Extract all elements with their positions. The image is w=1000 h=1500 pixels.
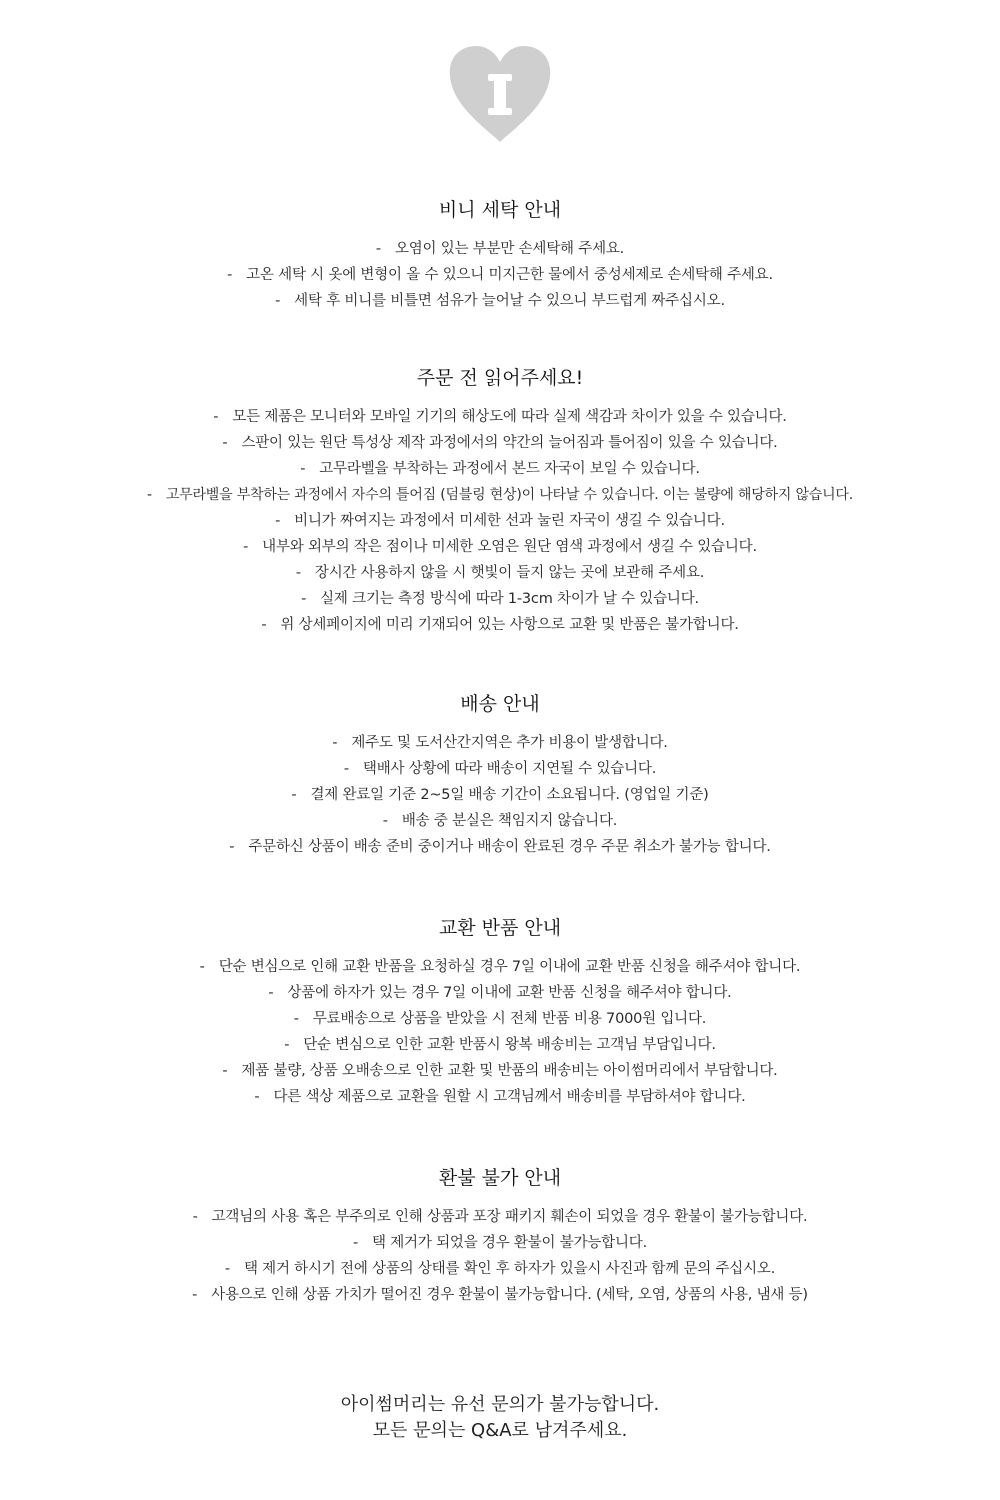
list-item: - 고무라벨을 부착하는 과정에서 본드 자국이 보일 수 있습니다. <box>300 461 700 477</box>
list-item: - 실제 크기는 측정 방식에 따라 1-3cm 차이가 날 수 있습니다. <box>301 591 699 607</box>
list-item: - 오염이 있는 부분만 손세탁해 주세요. <box>375 241 625 257</box>
section-title: 환불 불가 안내 <box>438 1167 562 1189</box>
section-shipping <box>0 692 1000 860</box>
list-item: - 위 상세페이지에 미리 기재되어 있는 사항으로 교환 및 반품은 불가합니다. <box>261 617 739 633</box>
section-title: 주문 전 읽어주세요! <box>416 367 584 389</box>
list-item: - 세탁 후 비니를 비틀면 섬유가 늘어날 수 있으니 부드럽게 짜주십시오. <box>275 293 725 309</box>
section-title: 교환 반품 안내 <box>438 917 562 939</box>
list-item: - 고무라벨을 부착하는 과정에서 자수의 틀어짐 (덤블링 현상)이 나타날 수 있습니다. 이는 불량에 해당하지 않습니다. <box>146 487 854 503</box>
section-washing <box>0 198 1000 314</box>
list-item: - 배송 중 분실은 책임지지 않습니다. <box>382 813 618 829</box>
list-item: - 사용으로 인해 상품 가치가 떨어진 경우 환불이 불가능합니다. (세탁, 오염, 상품의 사용, 냄새 등) <box>192 1287 808 1303</box>
section-title: 배송 안내 <box>460 693 540 715</box>
list-item: - 내부와 외부의 작은 점이나 미세한 오염은 원단 염색 과정에서 생길 수 있습니다. <box>243 539 757 555</box>
qna-notice: 모든 문의는 Q&A로 남겨주세요. <box>372 1420 628 1441</box>
list-item: - 장시간 사용하지 않을 시 햇빛이 들지 않는 곳에 보관해 주세요. <box>295 565 705 581</box>
list-item: - 고객님의 사용 혹은 부주의로 인해 상품과 포장 패키지 훼손이 되었을 경우 환불이 불가능합니다. <box>192 1209 808 1225</box>
section-before-order <box>0 366 1000 638</box>
list-item: - 제주도 및 도서산간지역은 추가 비용이 발생합니다. <box>332 735 668 751</box>
list-item: - 비니가 짜여지는 과정에서 미세한 선과 눌린 자국이 생길 수 있습니다. <box>275 513 725 529</box>
section-no-refund <box>0 1166 1000 1308</box>
list-item: - 택 제거 하시기 전에 상품의 상태를 확인 후 하자가 있을시 사진과 함께 문의 주십시오. <box>224 1261 776 1277</box>
list-item: - 단순 변심으로 인한 교환 반품시 왕복 배송비는 고객님 부담입니다. <box>284 1037 716 1053</box>
section-title: 비니 세탁 안내 <box>438 199 562 221</box>
no-phone-notice: 아이썸머리는 유선 문의가 불가능합니다. <box>340 1394 660 1415</box>
heart-logo <box>448 44 552 144</box>
list-item: - 고온 세탁 시 옷에 변형이 올 수 있으니 미지근한 물에서 중성세제로 손세탁해 주세요. <box>227 267 773 283</box>
list-item: - 모든 제품은 모니터와 모바일 기기의 해상도에 따라 실제 색감과 차이가 있을 수 있습니다. <box>213 409 787 425</box>
list-item: - 주문하신 상품이 배송 준비 중이거나 배송이 완료된 경우 주문 취소가 불가능 합니다. <box>229 839 771 855</box>
heart-icon <box>448 44 552 144</box>
list-item: - 택 제거가 되었을 경우 환불이 불가능합니다. <box>352 1235 648 1251</box>
section-exchange-return <box>0 916 1000 1110</box>
list-item: - 결제 완료일 기준 2~5일 배송 기간이 소요됩니다. (영업일 기준) <box>291 787 709 803</box>
list-item: - 상품에 하자가 있는 경우 7일 이내에 교환 반품 신청을 해주셔야 합니다. <box>268 985 732 1001</box>
list-item: - 다른 색상 제품으로 교환을 원할 시 고객님께서 배송비를 부담하셔야 합니다. <box>254 1089 746 1105</box>
list-item: - 무료배송으로 상품을 받았을 시 전체 반품 비용 7000원 입니다. <box>293 1011 707 1027</box>
list-item: - 스판이 있는 원단 특성상 제작 과정에서의 약간의 늘어짐과 틀어짐이 있을 수 있습니다. <box>222 435 778 451</box>
list-item: - 단순 변심으로 인해 교환 반품을 요청하실 경우 7일 이내에 교환 반품 신청을 해주셔야 합니다. <box>199 959 801 975</box>
list-item: - 택배사 상황에 따라 배송이 지연될 수 있습니다. <box>343 761 657 777</box>
contact-notice <box>0 1392 1000 1444</box>
list-item: - 제품 불량, 상품 오배송으로 인한 교환 및 반품의 배송비는 아이썸머리에서 부담합니다. <box>222 1063 778 1079</box>
